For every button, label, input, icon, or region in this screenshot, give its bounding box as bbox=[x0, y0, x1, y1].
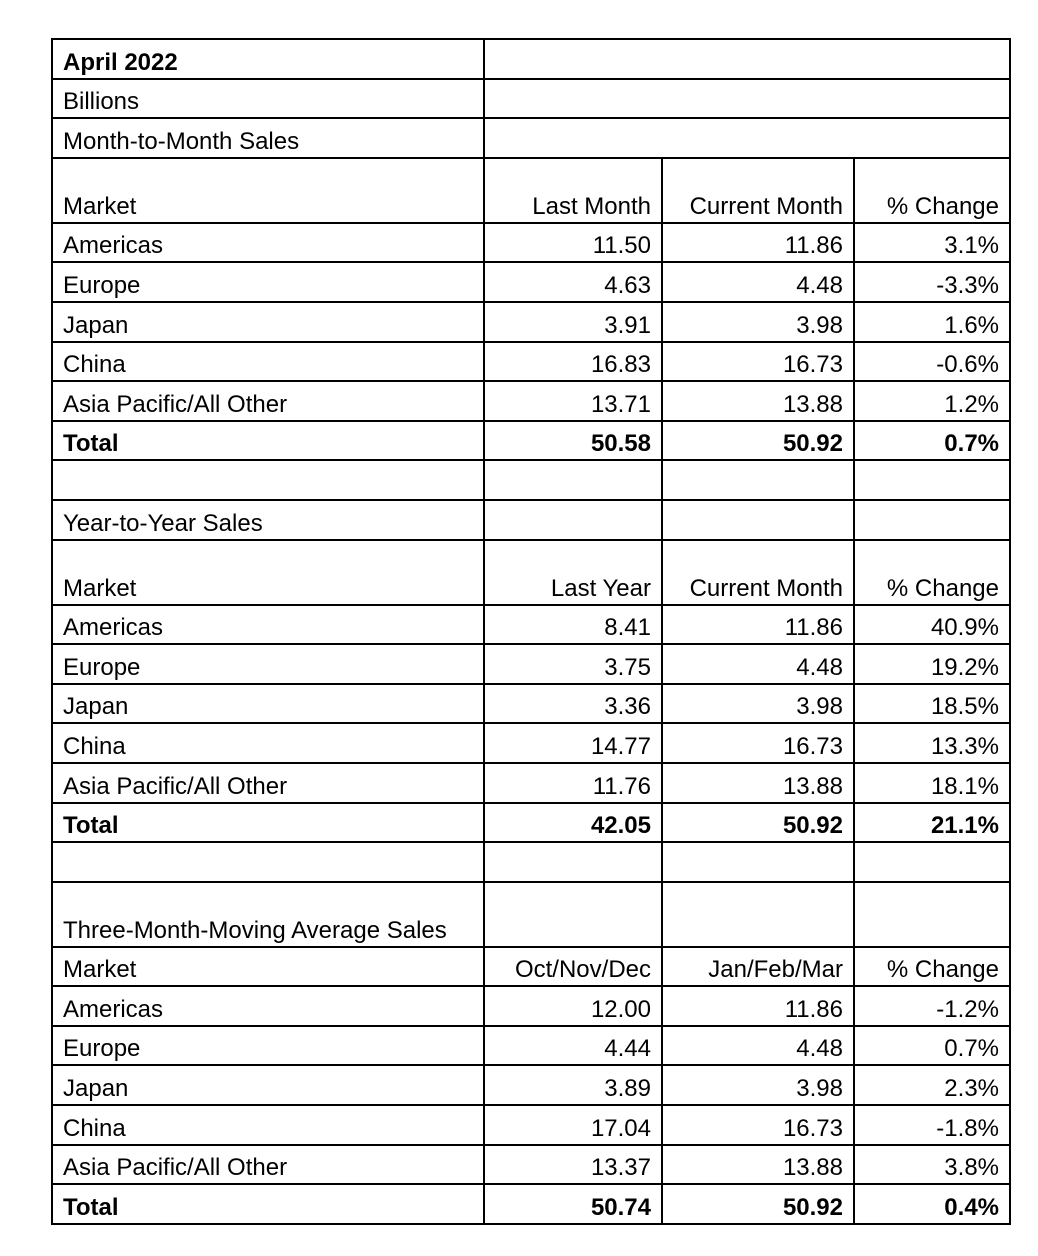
table-row bbox=[52, 302, 1010, 342]
value-cell: 13.88 bbox=[662, 763, 854, 803]
section-title-row bbox=[52, 118, 1010, 158]
empty-cell bbox=[484, 39, 1010, 79]
section-title: Month-to-Month Sales bbox=[52, 118, 484, 158]
value-cell: 4.63 bbox=[484, 262, 662, 302]
value-cell: 4.44 bbox=[484, 1026, 662, 1066]
column-header: Jan/Feb/Mar bbox=[662, 947, 854, 987]
market-cell: China bbox=[52, 1105, 484, 1145]
table-row bbox=[52, 605, 1010, 645]
value-cell: 3.91 bbox=[484, 302, 662, 342]
table-row bbox=[52, 1145, 1010, 1185]
table-row bbox=[52, 723, 1010, 763]
value-cell: 3.75 bbox=[484, 644, 662, 684]
total-change: 0.7% bbox=[854, 421, 1010, 461]
column-header-row bbox=[52, 540, 1010, 605]
table-row bbox=[52, 763, 1010, 803]
empty-cell bbox=[484, 79, 1010, 119]
value-cell: 4.48 bbox=[662, 262, 854, 302]
market-cell: Asia Pacific/All Other bbox=[52, 1145, 484, 1185]
change-cell: 1.6% bbox=[854, 302, 1010, 342]
section-title-row bbox=[52, 500, 1010, 540]
value-cell: 11.86 bbox=[662, 986, 854, 1026]
value-cell: 16.73 bbox=[662, 342, 854, 382]
total-row bbox=[52, 803, 1010, 843]
value-cell: 4.48 bbox=[662, 1026, 854, 1066]
value-cell: 16.83 bbox=[484, 342, 662, 382]
market-cell: Americas bbox=[52, 605, 484, 645]
change-cell: 3.1% bbox=[854, 223, 1010, 263]
market-cell: Japan bbox=[52, 684, 484, 724]
table-row bbox=[52, 684, 1010, 724]
spacer-row bbox=[52, 842, 1010, 882]
value-cell: 14.77 bbox=[484, 723, 662, 763]
column-header: Market bbox=[52, 540, 484, 605]
value-cell: 3.36 bbox=[484, 684, 662, 724]
column-header: % Change bbox=[854, 540, 1010, 605]
value-cell: 13.37 bbox=[484, 1145, 662, 1185]
table-row bbox=[52, 262, 1010, 302]
column-header: Market bbox=[52, 158, 484, 223]
total-label: Total bbox=[52, 803, 484, 843]
market-cell: Asia Pacific/All Other bbox=[52, 381, 484, 421]
change-cell: 3.8% bbox=[854, 1145, 1010, 1185]
value-cell: 3.98 bbox=[662, 1065, 854, 1105]
value-cell: 11.50 bbox=[484, 223, 662, 263]
column-header: % Change bbox=[854, 158, 1010, 223]
column-header: Last Year bbox=[484, 540, 662, 605]
table-row bbox=[52, 1026, 1010, 1066]
market-cell: China bbox=[52, 723, 484, 763]
change-cell: -0.6% bbox=[854, 342, 1010, 382]
sales-table bbox=[51, 38, 1011, 1225]
value-cell: 3.89 bbox=[484, 1065, 662, 1105]
section-title-row bbox=[52, 882, 1010, 947]
value-cell: 16.73 bbox=[662, 723, 854, 763]
column-header-row bbox=[52, 158, 1010, 223]
total-row bbox=[52, 1184, 1010, 1224]
column-header: Last Month bbox=[484, 158, 662, 223]
value-cell: 13.88 bbox=[662, 1145, 854, 1185]
change-cell: -1.8% bbox=[854, 1105, 1010, 1145]
table-row bbox=[52, 1105, 1010, 1145]
market-cell: Americas bbox=[52, 986, 484, 1026]
column-header: Market bbox=[52, 947, 484, 987]
change-cell: 18.5% bbox=[854, 684, 1010, 724]
market-cell: Europe bbox=[52, 262, 484, 302]
value-cell: 16.73 bbox=[662, 1105, 854, 1145]
table-row bbox=[52, 342, 1010, 382]
market-cell: Japan bbox=[52, 302, 484, 342]
table-row bbox=[52, 644, 1010, 684]
total-value: 50.74 bbox=[484, 1184, 662, 1224]
change-cell: 0.7% bbox=[854, 1026, 1010, 1066]
total-value: 42.05 bbox=[484, 803, 662, 843]
unit-label: Billions bbox=[52, 79, 484, 119]
value-cell: 3.98 bbox=[662, 684, 854, 724]
total-value: 50.58 bbox=[484, 421, 662, 461]
value-cell: 8.41 bbox=[484, 605, 662, 645]
table-row bbox=[52, 1065, 1010, 1105]
table-row bbox=[52, 223, 1010, 263]
column-header: % Change bbox=[854, 947, 1010, 987]
total-row bbox=[52, 421, 1010, 461]
value-cell: 12.00 bbox=[484, 986, 662, 1026]
market-cell: Europe bbox=[52, 644, 484, 684]
total-change: 0.4% bbox=[854, 1184, 1010, 1224]
spacer-row bbox=[52, 460, 1010, 500]
value-cell: 11.86 bbox=[662, 223, 854, 263]
value-cell: 11.86 bbox=[662, 605, 854, 645]
unit-row bbox=[52, 79, 1010, 119]
section-title: Three-Month-Moving Average Sales bbox=[52, 882, 484, 947]
market-cell: Americas bbox=[52, 223, 484, 263]
total-change: 21.1% bbox=[854, 803, 1010, 843]
total-value: 50.92 bbox=[662, 803, 854, 843]
change-cell: 40.9% bbox=[854, 605, 1010, 645]
change-cell: -3.3% bbox=[854, 262, 1010, 302]
column-header: Current Month bbox=[662, 540, 854, 605]
section-title: Year-to-Year Sales bbox=[52, 500, 484, 540]
market-cell: Europe bbox=[52, 1026, 484, 1066]
change-cell: 18.1% bbox=[854, 763, 1010, 803]
market-cell: Japan bbox=[52, 1065, 484, 1105]
title-row bbox=[52, 39, 1010, 79]
value-cell: 17.04 bbox=[484, 1105, 662, 1145]
total-value: 50.92 bbox=[662, 421, 854, 461]
value-cell: 4.48 bbox=[662, 644, 854, 684]
column-header: Oct/Nov/Dec bbox=[484, 947, 662, 987]
change-cell: 1.2% bbox=[854, 381, 1010, 421]
column-header-row bbox=[52, 947, 1010, 987]
column-header: Current Month bbox=[662, 158, 854, 223]
report-title: April 2022 bbox=[52, 39, 484, 79]
total-label: Total bbox=[52, 421, 484, 461]
value-cell: 3.98 bbox=[662, 302, 854, 342]
table-row bbox=[52, 381, 1010, 421]
total-label: Total bbox=[52, 1184, 484, 1224]
value-cell: 11.76 bbox=[484, 763, 662, 803]
change-cell: 2.3% bbox=[854, 1065, 1010, 1105]
table-row bbox=[52, 986, 1010, 1026]
total-value: 50.92 bbox=[662, 1184, 854, 1224]
change-cell: 13.3% bbox=[854, 723, 1010, 763]
market-cell: China bbox=[52, 342, 484, 382]
change-cell: -1.2% bbox=[854, 986, 1010, 1026]
empty-cell bbox=[484, 118, 1010, 158]
value-cell: 13.71 bbox=[484, 381, 662, 421]
value-cell: 13.88 bbox=[662, 381, 854, 421]
change-cell: 19.2% bbox=[854, 644, 1010, 684]
market-cell: Asia Pacific/All Other bbox=[52, 763, 484, 803]
